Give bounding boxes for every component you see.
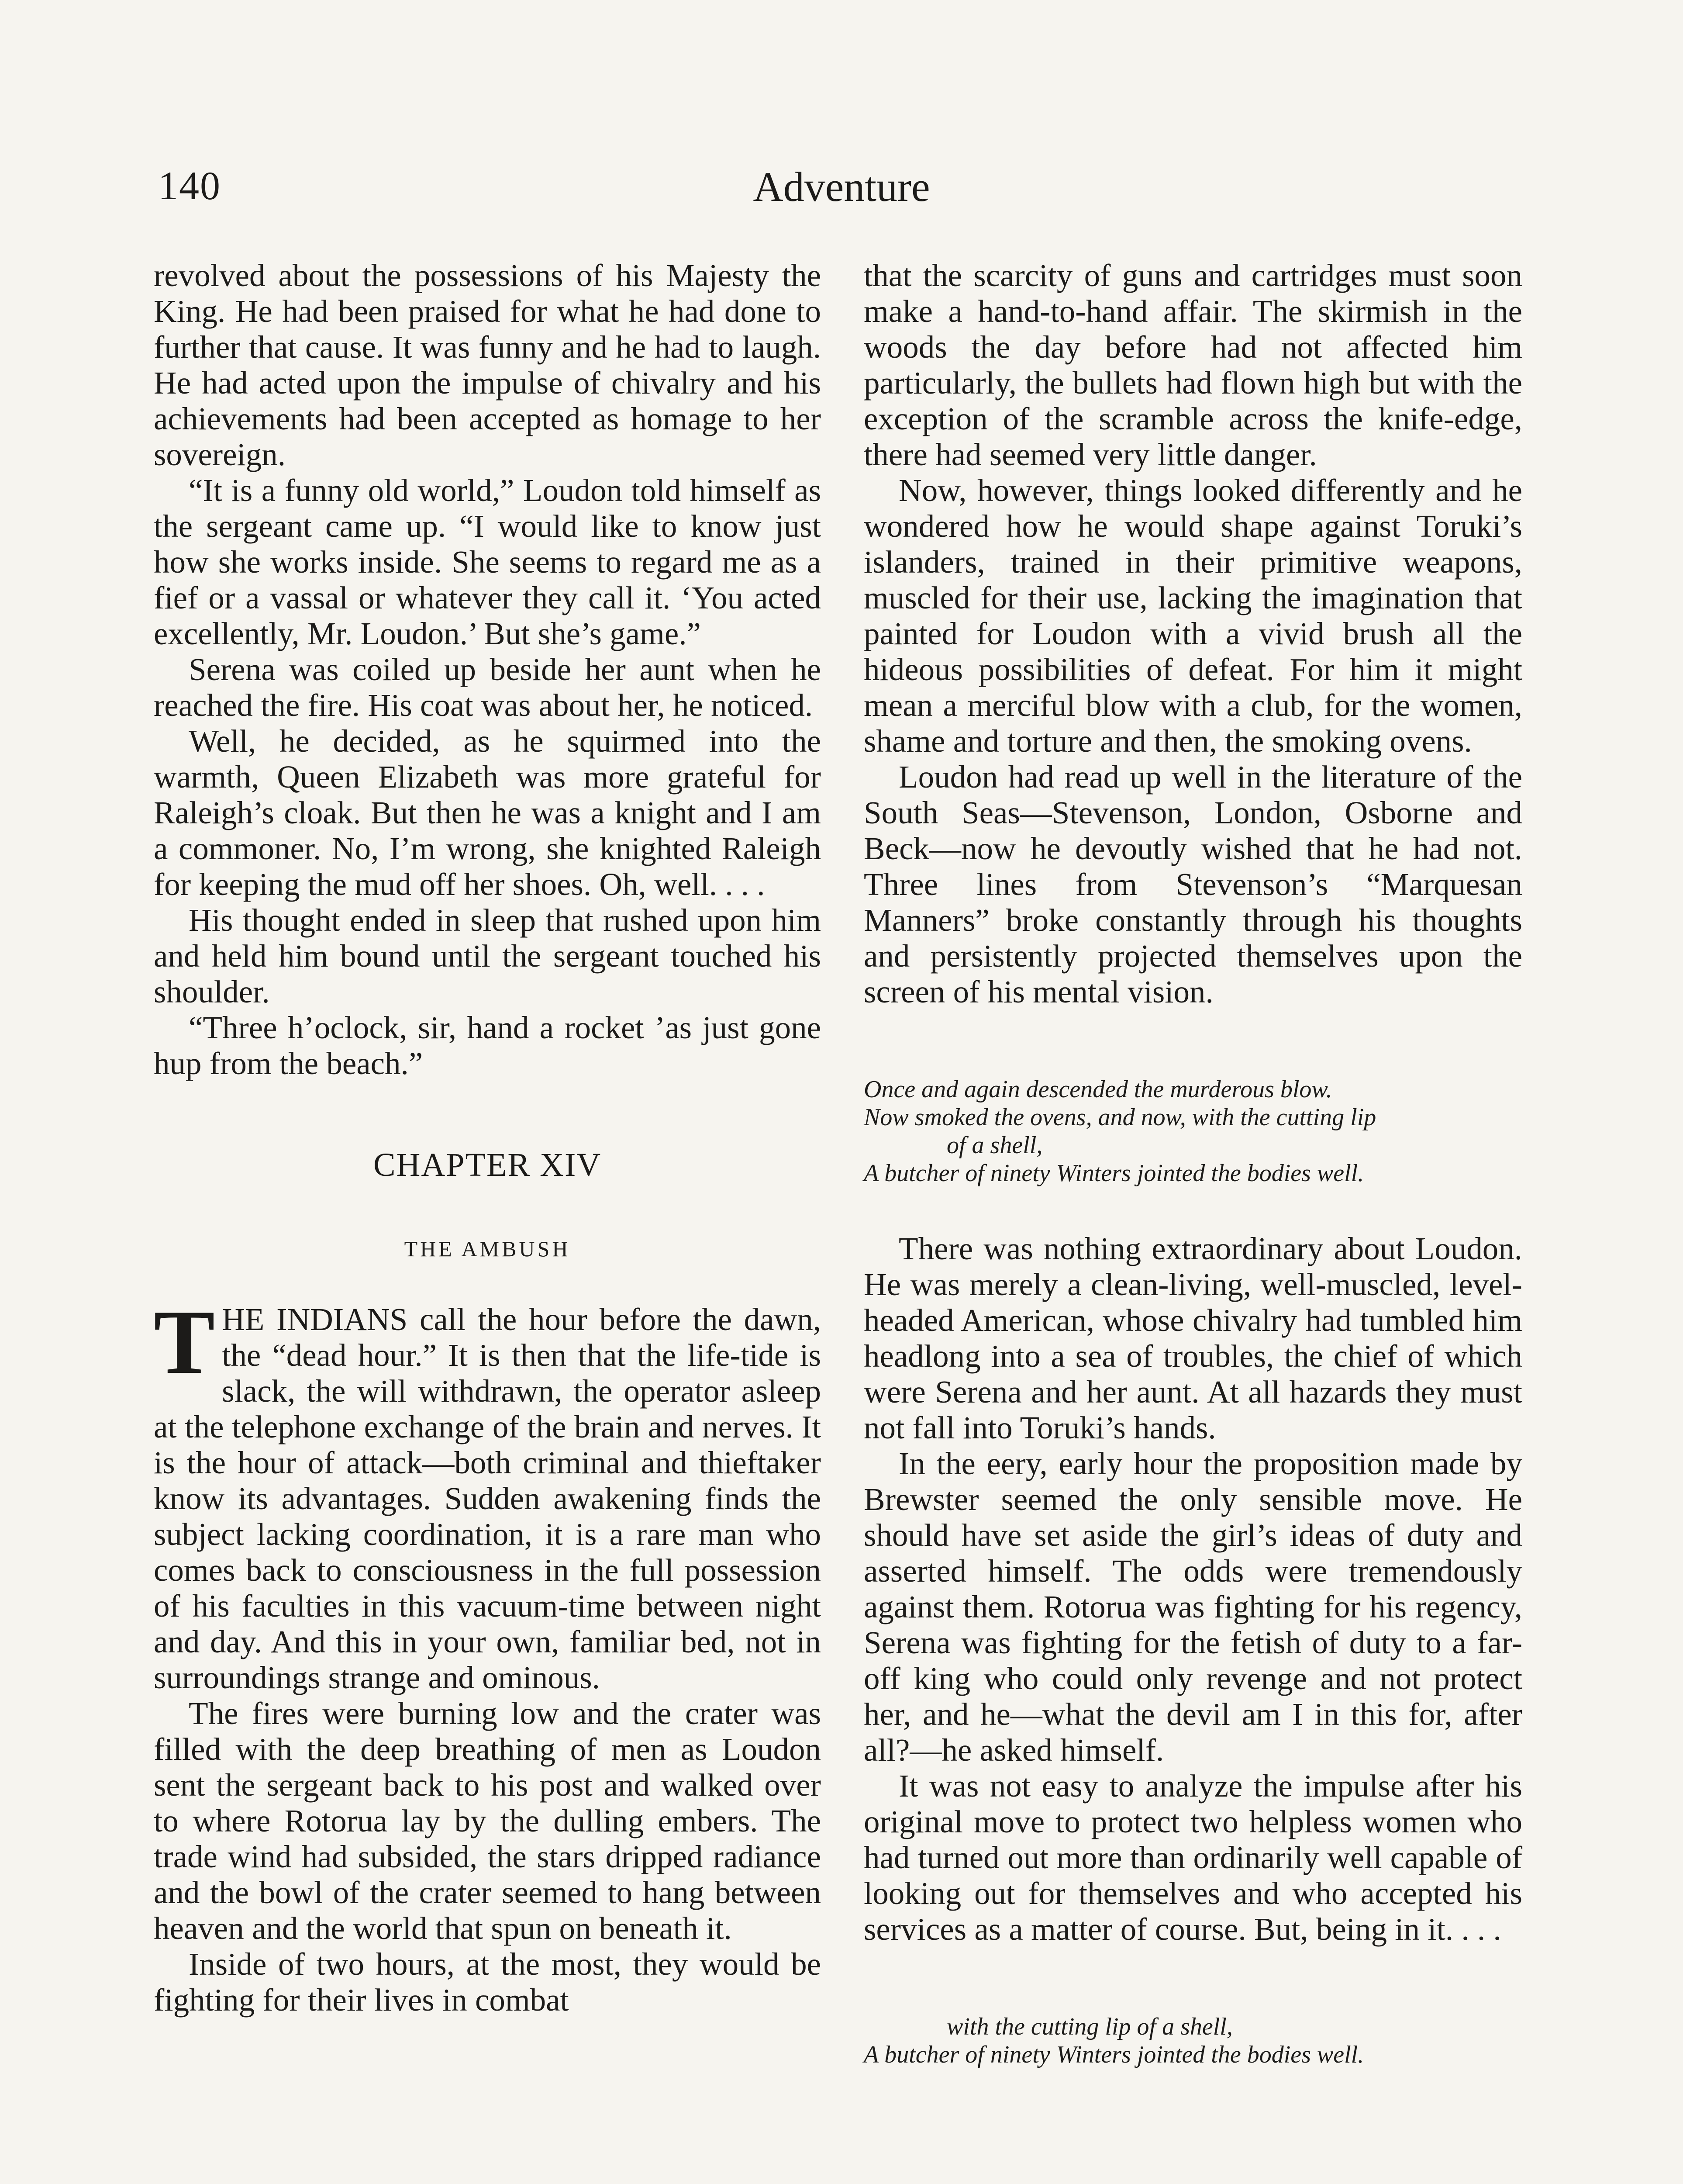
verse-line-continuation: of a shell, — [947, 1132, 1043, 1159]
paragraph: “Three h’oclock, sir, hand a rocket ’as just gone hup from the beach.” — [154, 1010, 821, 1081]
paragraph: Now, however, things looked differently and he wondered how he would shape against Toruki’s islanders, trained in their primitive weapons, muscled for their use, lacking the imagination that painted for Loudon with a vivid brush all the hideous possibilities of defeat. For him it might mean a merciful blow with a club, for the women, shame and torture and then, the smoking ovens. — [864, 473, 1522, 759]
verse-line: Once and again descended the murderous blow. — [864, 1076, 1332, 1103]
left-column — [154, 258, 821, 2018]
paragraph: His thought ended in sleep that rushed upon him and held him bound until the sergeant touched his shoulder. — [154, 902, 821, 1009]
verse-line: with the cutting lip of a shell, — [947, 2013, 1233, 2040]
chapter-subtitle: THE AMBUSH — [404, 1237, 571, 1261]
verse-line: A butcher of ninety Winters jointed the bodies well. — [864, 1160, 1364, 1187]
paragraph: Inside of two hours, at the most, they would be fighting for their lives in combat — [154, 1946, 821, 2018]
chapter-opening-paragraph — [154, 1292, 821, 1696]
paragraph: It was not easy to analyze the impulse after his original move to protect two helpless women who had turned out more than ordinarily well capable of looking out for themselves and who accepted his services as a matter of course. But, being in it. . . . — [864, 1768, 1522, 1947]
verse-quote — [864, 1075, 1522, 1187]
paragraph: Serena was coiled up beside her aunt when he reached the fire. His coat was about her, he noticed. — [154, 652, 821, 723]
chapter-title: CHAPTER XIV — [373, 1147, 602, 1183]
verse-quote-repeat — [864, 2013, 1522, 2069]
paragraph: There was nothing extraordinary about Loudon. He was merely a clean-living, well-muscled, level-headed American, whose chivalry had tumbled him headlong into a sea of troubles, the chief of which were Serena and her aunt. At all hazards they must not fall into Toruki’s hands. — [864, 1231, 1522, 1445]
right-column — [864, 258, 1522, 2069]
paragraph: Well, he decided, as he squirmed into the warmth, Queen Elizabeth was more grateful for Raleigh’s cloak. But then he was a knight and I am a commoner. No, I’m wrong, she knighted Raleigh for keeping the mud off her shoes. Oh, well. . . . — [154, 723, 821, 902]
verse-line: A butcher of ninety Winters jointed the bodies well. — [864, 2041, 1364, 2068]
paragraph: Loudon had read up well in the literature of the South Seas—Stevenson, London, Osborne and Beck—now he devoutly wished that he had not. Three lines from Stevenson’s “Marquesan Manners” broke constantly through his thoughts and persistently projected themselves upon the screen of his mental vision. — [864, 759, 1522, 1009]
verse-line: Now smoked the ovens, and now, with the cutting lip — [864, 1104, 1376, 1131]
drop-cap: T — [154, 1292, 215, 1393]
paragraph-text: HE INDIANS call the hour before the dawn, the “dead hour.” It is then that the life-tide is slack, the will withdrawn, the operator asleep at the telephone exchange of the brain and nerves. It is the hour of attack—both criminal and thieftaker know its advantages. Sudden awakening finds the subject lacking coordination, it is a rare man who comes back to consciousness in the full possession of his faculties in this vacuum-time between night and day. And this in your own, familiar bed, not in surroundings strange and ominous. — [154, 1302, 821, 1695]
paragraph: “It is a funny old world,” Loudon told himself as the sergeant came up. “I would like to know just how she works inside. She seems to regard me as a fief or a vassal or whatever they call it. ‘You acted excellently, Mr. Loudon.’ But she’s game.” — [154, 473, 821, 651]
paragraph: The fires were burning low and the crater was filled with the deep breathing of men as Loudon sent the sergeant back to his post and walked over to where Rotorua lay by the dulling embers. The trade wind had subsided, the stars dripped radiance and the bowl of the crater seemed to hang between heaven and the world that spun on beneath it. — [154, 1696, 821, 1946]
paragraph: that the scarcity of guns and cartridges must soon make a hand-to-hand affair. The skirmish in the woods the day before had not affected him particularly, the bullets had flown high but with the exception of the scramble across the knife-edge, there had seemed very little danger. — [864, 258, 1522, 472]
page-number: 140 — [158, 163, 221, 208]
running-title: Adventure — [753, 163, 930, 210]
paragraph: In the eery, early hour the proposition made by Brewster seemed the only sensible move. He should have set aside the girl’s ideas of duty and asserted himself. The odds were tremendously against them. Rotorua was fighting for his regency, Serena was fighting for the fetish of duty to a far-off king who could only revenge and not protect her, and he—what the devil am I in this for, after all?—he asked himself. — [864, 1446, 1522, 1768]
paragraph: revolved about the possessions of his Majesty the King. He had been praised for what he had done to further that cause. It was funny and he had to laugh. He had acted upon the impulse of chivalry and his achievements had been accepted as homage to her sovereign. — [154, 258, 821, 472]
